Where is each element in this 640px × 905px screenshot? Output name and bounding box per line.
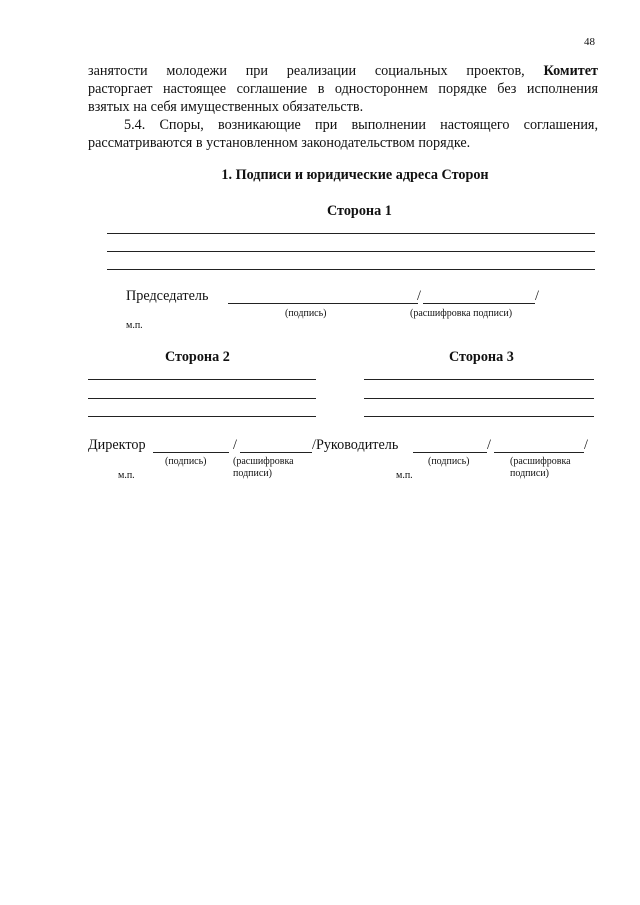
party-1-slash: / <box>417 288 421 304</box>
party-3-decode-caption: (расшифровка <box>510 456 571 467</box>
party-2-title: Сторона 2 <box>165 349 230 365</box>
paragraph-line <box>88 62 598 80</box>
party-2-address-line[interactable] <box>88 416 316 417</box>
paragraph-text: занятости молодежи при реализации социальных проектов, <box>88 63 525 79</box>
party-3-address-line[interactable] <box>364 398 594 399</box>
party-1-slash-end: / <box>535 288 539 304</box>
page-number: 48 <box>584 36 595 48</box>
party-3-decode-line[interactable] <box>494 452 584 453</box>
party-1-signer-role: Председатель <box>126 288 209 304</box>
party-2-decode-caption: (расшифровка <box>233 456 294 467</box>
party-3-signer-role: /Руководитель <box>312 437 399 453</box>
party-3-title: Сторона 3 <box>449 349 514 365</box>
party-1-address-line[interactable] <box>107 269 595 270</box>
party-3-address-line[interactable] <box>364 416 594 417</box>
party-3-slash: / <box>487 437 491 453</box>
party-1-decode-line[interactable] <box>423 303 535 304</box>
section-heading: 1. Подписи и юридические адреса Сторон <box>221 167 489 183</box>
party-1-decode-caption: (расшифровка подписи) <box>410 308 513 319</box>
party-1-signature-line[interactable] <box>228 303 418 304</box>
committee-bold-text: Комитет <box>543 63 598 79</box>
party-2-signature-line[interactable] <box>153 452 229 453</box>
party-2-address-line[interactable] <box>88 379 316 380</box>
party-2-signature-caption: (подпись) <box>165 456 207 467</box>
party-3-signature-line[interactable] <box>413 452 487 453</box>
paragraph-line: 5.4. Споры, возникающие при выполнении настоящего соглашения, <box>124 117 598 133</box>
paragraph-termination <box>88 62 598 116</box>
party-1-stamp: м.п. <box>126 320 143 331</box>
paragraph-disputes <box>88 116 598 152</box>
paragraph-line: рассматриваются в установленном законодательством порядке. <box>88 135 471 151</box>
party-2-decode-line[interactable] <box>240 452 312 453</box>
party-3-decode-caption-cont: подписи) <box>510 468 549 479</box>
party-2-slash: / <box>233 437 237 453</box>
party-3-slash-end: / <box>584 437 588 453</box>
party-2-address-line[interactable] <box>88 398 316 399</box>
party-3-address-line[interactable] <box>364 379 594 380</box>
paragraph-line: взятых на себя имущественных обязательств. <box>88 99 364 115</box>
party-2-signer-role: Директор <box>88 437 146 453</box>
party-1-signature-caption: (подпись) <box>285 308 327 319</box>
party-3-signature-caption: (подпись) <box>428 456 470 467</box>
party-1-address-line[interactable] <box>107 233 595 234</box>
party-1-title: Сторона 1 <box>327 203 392 219</box>
party-2-decode-caption-cont: подписи) <box>233 468 272 479</box>
paragraph-line: расторгает настоящее соглашение в одностороннем порядке без исполнения <box>88 81 598 97</box>
party-2-stamp: м.п. <box>118 470 135 481</box>
party-3-stamp: м.п. <box>396 470 413 481</box>
party-1-address-line[interactable] <box>107 251 595 252</box>
